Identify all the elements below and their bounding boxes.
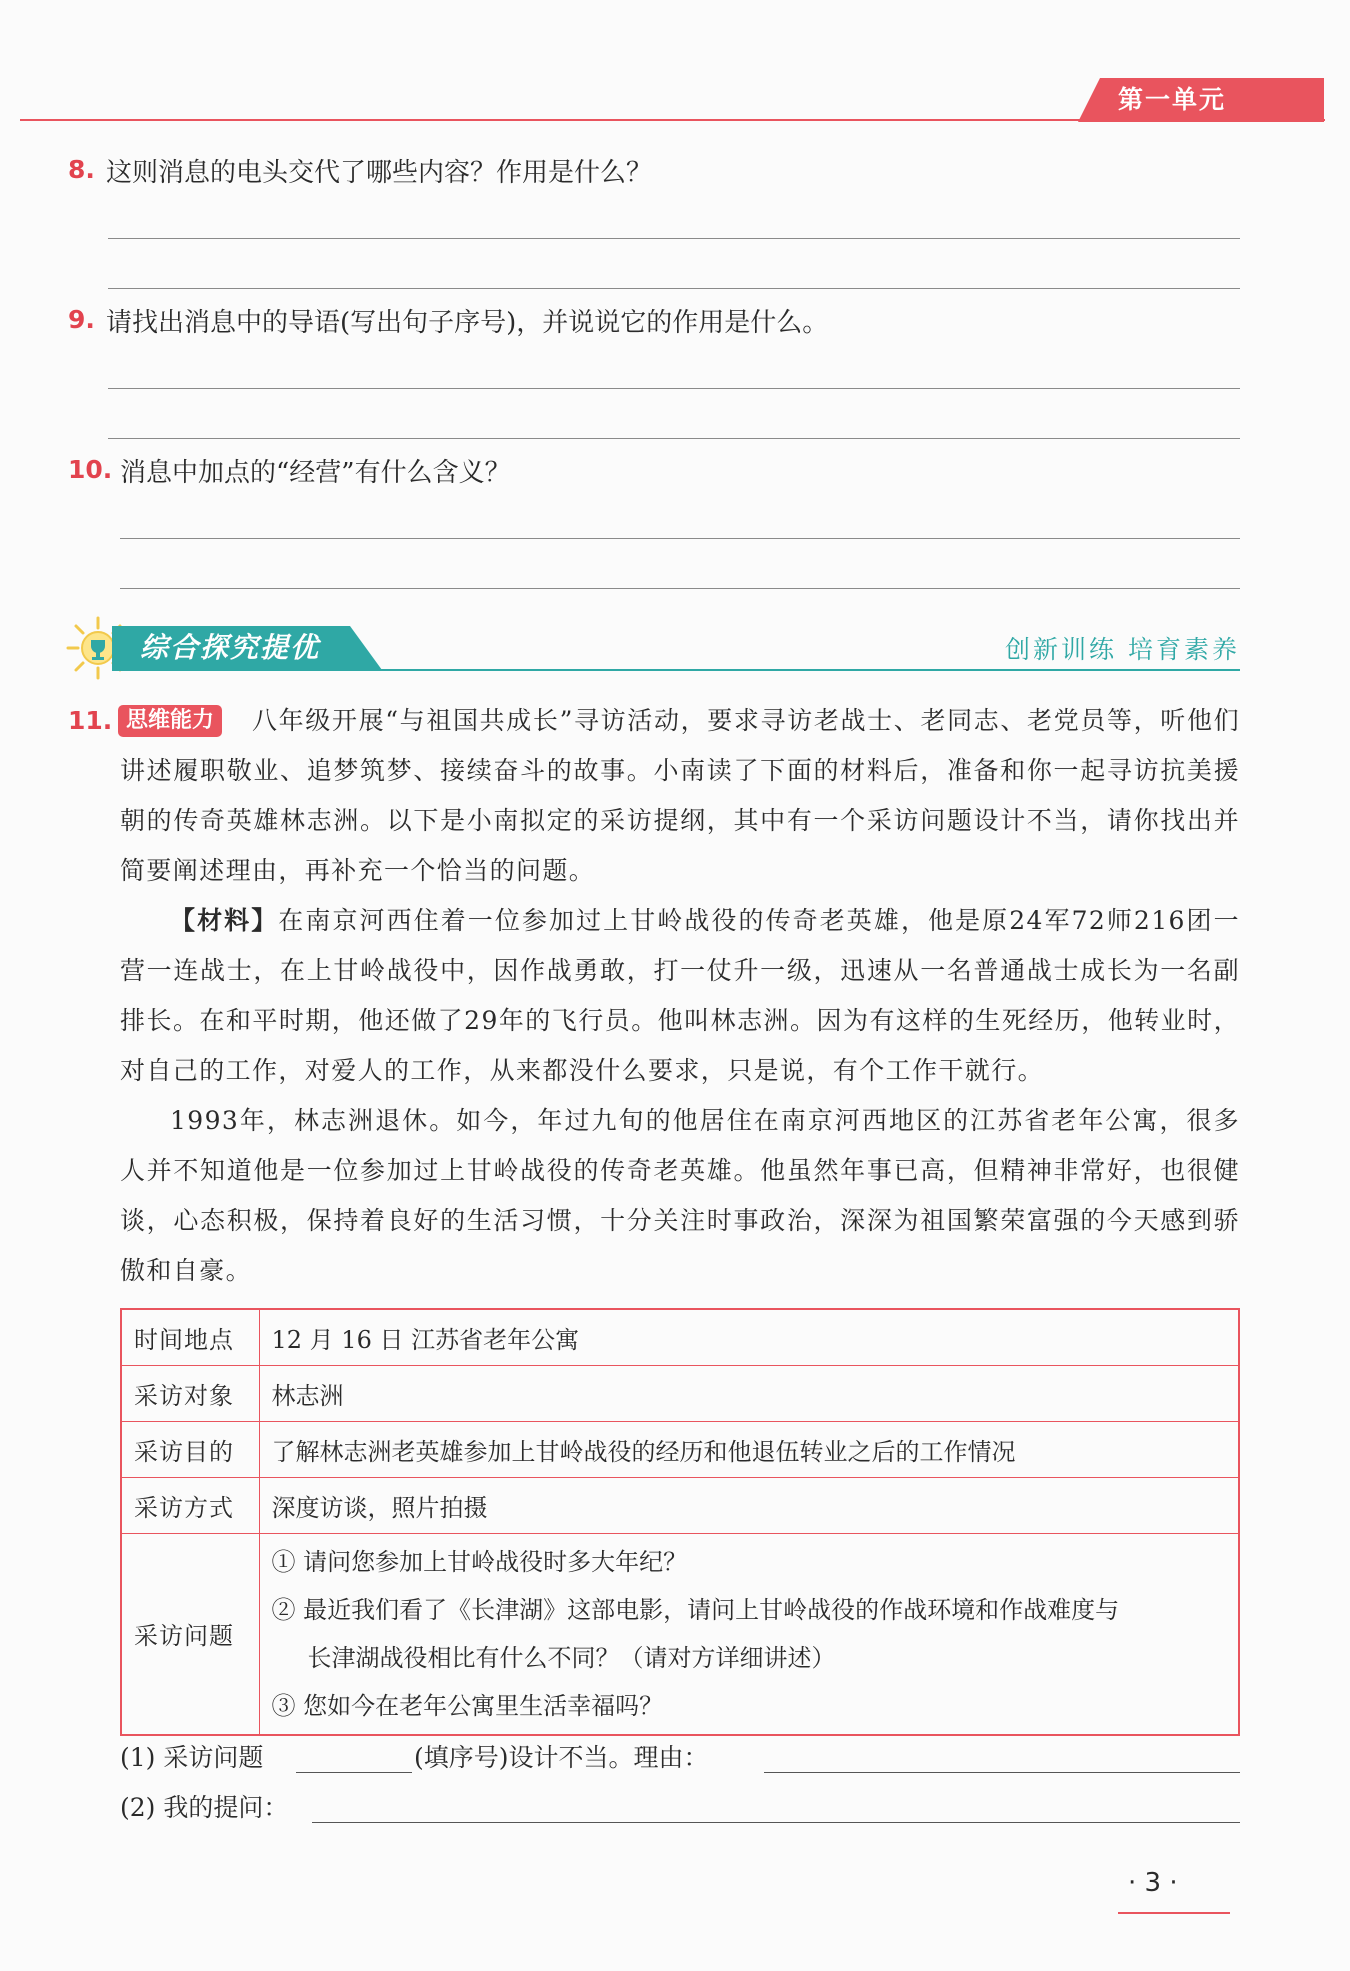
unit-label: 第一单元	[1118, 85, 1227, 114]
question-9-text: 请找出消息中的导语(写出句子序号)，并说说它的作用是什么。	[106, 308, 829, 338]
table-value: 林志洲	[259, 1365, 1239, 1421]
material-text-1: 在南京河西住着一位参加过上甘岭战役的传奇老英雄，他是原24军72师216团一营一连战士，在上甘岭战役中，因作战勇敢，打一仗升一级，迅速从一名普通战士成长为一名副排长。在和平时期，他还做了29年的飞行员。他叫林志洲。因为有这样的生死经历，他转业时，对自己的工作，对爱人的工作，从来都没什么要求，只是说，有个工作干就行。	[120, 906, 1240, 1085]
question-10-number: 10.	[68, 455, 113, 484]
fill-prompt-2: (2) 我的提问：	[120, 1793, 289, 1822]
table-row	[121, 1309, 1239, 1365]
material-label: 【材料】	[170, 906, 279, 935]
fill-prompt-1b: (填序号)设计不当。理由：	[414, 1743, 709, 1772]
answer-line[interactable]	[120, 538, 1240, 539]
page-number-rule	[1118, 1912, 1230, 1914]
header-rule	[20, 119, 1325, 121]
table-key: 采访问题	[121, 1533, 259, 1735]
section-rule	[112, 669, 1240, 671]
my-question-blank[interactable]	[312, 1822, 1240, 1823]
table-value: 深度访谈，照片拍摄	[259, 1477, 1239, 1533]
interview-question: ① 请问您参加上甘岭战役时多大年纪？	[271, 1547, 688, 1576]
question-9-number: 9.	[68, 305, 95, 334]
question-8-text: 这则消息的电头交代了哪些内容？作用是什么？	[106, 158, 653, 188]
question-11-intro: 八年级开展“与祖国共成长”寻访活动，要求寻访老战士、老同志、老党员等，听他们讲述履职敬业、追梦筑梦、接续奋斗的故事。小南读了下面的材料后，准备和你一起寻访抗美援朝的传奇英雄林志洲。以下是小南拟定的采访提纲，其中有一个采访问题设计不当，请你找出并简要阐述理由，再补充一个恰当的问题。	[120, 706, 1240, 885]
answer-line[interactable]	[108, 288, 1240, 289]
table-key: 采访对象	[121, 1365, 259, 1421]
interview-outline-table	[120, 1308, 1240, 1736]
table-row	[121, 1533, 1239, 1735]
reason-blank[interactable]	[764, 1772, 1240, 1773]
table-key: 采访目的	[121, 1421, 259, 1477]
table-key: 采访方式	[121, 1477, 259, 1533]
interview-question: ② 最近我们看了《长津湖》这部电影，请问上甘岭战役的作战环境和作战难度与	[271, 1595, 1120, 1624]
question-8-number: 8.	[68, 155, 95, 184]
table-value: 了解林志洲老英雄参加上甘岭战役的经历和他退伍转业之后的工作情况	[259, 1421, 1239, 1477]
answer-line[interactable]	[108, 238, 1240, 239]
interview-question: 长津湖战役相比有什么不同？（请对方详细讲述）	[307, 1643, 836, 1672]
answer-line[interactable]	[108, 388, 1240, 389]
section-title: 综合探究提优	[140, 631, 321, 664]
table-key: 时间地点	[121, 1309, 259, 1365]
material-paragraph-1	[120, 896, 1240, 1096]
material-paragraph-2: 1993年，林志洲退休。如今，年过九旬的他居住在南京河西地区的江苏省老年公寓，很多人并不知道他是一位参加过上甘岭战役的传奇老英雄。他虽然年事已高，但精神非常好，也很健谈，心态积极，保持着良好的生活习惯，十分关注时事政治，深深为祖国繁荣富强的今天感到骄傲和自豪。	[120, 1106, 1240, 1285]
answer-line[interactable]	[120, 588, 1240, 589]
question-10-text: 消息中加点的“经营”有什么含义？	[120, 458, 511, 488]
answer-line[interactable]	[108, 438, 1240, 439]
question-11-number: 11.	[68, 706, 113, 735]
table-row	[121, 1365, 1239, 1421]
interview-question: ③ 您如今在老年公寓里生活幸福吗？	[271, 1691, 664, 1720]
interview-questions	[259, 1533, 1239, 1735]
section-slogan: 创新训练 培育素养	[1005, 635, 1240, 664]
page-number: · 3 ·	[1128, 1868, 1178, 1898]
fill-prompt-1a: (1) 采访问题	[120, 1743, 264, 1772]
question-number-blank[interactable]	[296, 1772, 412, 1773]
skill-tag: 思维能力	[118, 705, 222, 737]
table-value: 12 月 16 日 江苏省老年公寓	[259, 1309, 1239, 1365]
table-row	[121, 1477, 1239, 1533]
table-row	[121, 1421, 1239, 1477]
